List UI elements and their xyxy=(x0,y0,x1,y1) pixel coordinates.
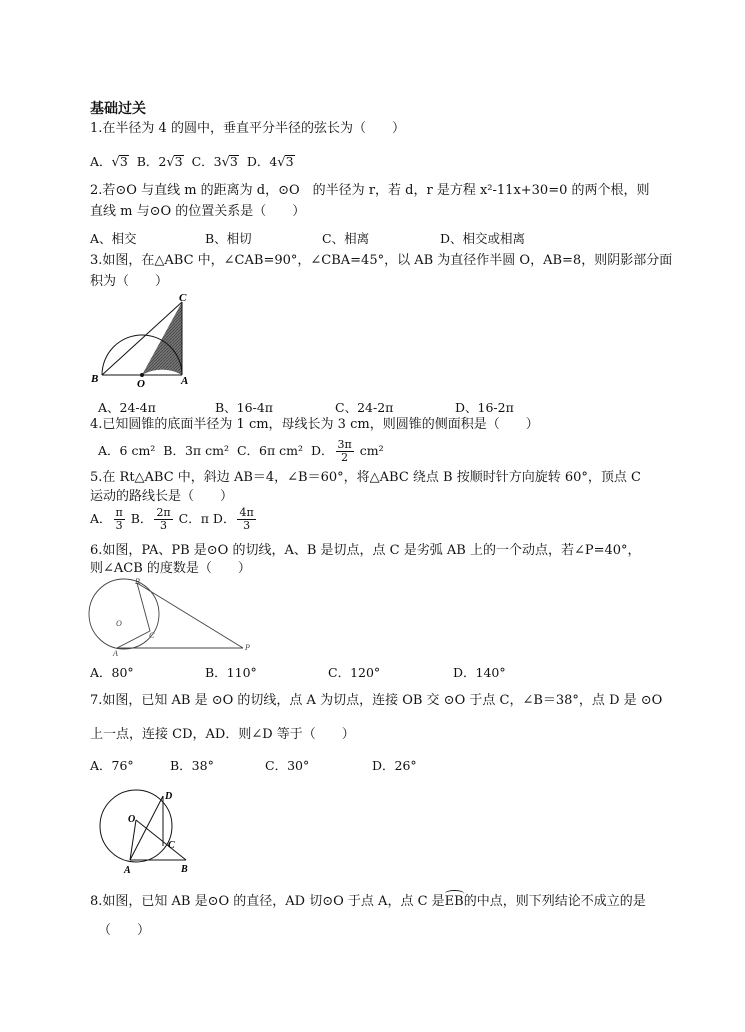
q4-stem: 4.已知圆锥的底面半径为 1 cm，母线长为 3 cm，则圆锥的侧面积是（ ） xyxy=(90,417,539,432)
q3-opt-b: B、16-4π xyxy=(215,400,273,415)
q5-opt-b-den: 3 xyxy=(160,519,168,532)
q5-opt-a-letter: A． xyxy=(90,511,112,526)
q6-line-ac xyxy=(117,631,150,648)
q3-opt-d: D、16-2π xyxy=(455,400,514,415)
q7-label-d: D xyxy=(165,791,173,802)
q3-label-b: B xyxy=(91,373,99,385)
q5-opt-b-num: 2π xyxy=(156,506,171,519)
q1-opt-d-rad: 3 xyxy=(285,154,294,169)
q4-opt-d-frac xyxy=(336,439,354,464)
q6-figure xyxy=(85,576,265,656)
q6-label-b: B xyxy=(135,577,140,586)
q7-figure xyxy=(90,782,205,877)
q8-pre: 8.如图，已知 AB 是⊙O 的直径，AD 切⊙O 于点 A，点 C 是 xyxy=(90,894,445,909)
q7-line-ob xyxy=(136,820,186,860)
q1-opt-b-coef: 2 xyxy=(158,154,167,169)
q6-label-c: C xyxy=(149,631,155,640)
q6-opt-a: A．80° xyxy=(90,665,134,680)
q7-label-c: C xyxy=(168,840,175,851)
q7-opt-b: B．38° xyxy=(170,758,214,773)
q3-shaded-triangle xyxy=(142,302,182,375)
q5-line1: 5.在 Rt△ABC 中，斜边 AB＝4，∠B＝60°，将△ABC 绕点 B 按顺时针方向旋转 60°，顶点 C xyxy=(90,470,641,485)
q1-opt-a-letter: A． xyxy=(90,154,112,169)
q4-opt-d-unit: cm² xyxy=(359,443,384,458)
section-title: 基础过关 xyxy=(90,101,146,117)
q1-opt-a-rad: 3 xyxy=(119,154,128,169)
q5-opt-b-letter: B． xyxy=(130,511,153,526)
q6-label-o: O xyxy=(116,619,122,628)
q6-line1: 6.如图，PA、PB 是⊙O 的切线，A、B 是切点，点 C 是劣弧 AB 上的一个动点，若∠P=40°， xyxy=(90,543,641,558)
q6-opt-d: D．140° xyxy=(453,665,506,680)
q5-opt-d-num: 4π xyxy=(239,506,254,519)
q4-opt-d-num: 3π xyxy=(337,438,352,451)
q3-figure xyxy=(85,290,200,390)
q5-opt-c: C．π xyxy=(178,511,209,526)
q4-options xyxy=(98,434,384,468)
q3-line2: 积为（ ） xyxy=(90,274,169,289)
q7-label-a: A xyxy=(124,865,131,876)
q8-line2: （ ） xyxy=(98,923,151,938)
q5-opt-b-frac xyxy=(154,507,172,532)
q4-opt-a: A．6 cm² xyxy=(98,443,156,458)
q1-stem: 1.在半径为 4 的圆中，垂直平分半径的弦长为（ ） xyxy=(90,121,405,136)
q3-label-c: C xyxy=(179,292,187,304)
q1-opt-d-coef: 4 xyxy=(269,154,278,169)
q5-line2: 运动的路线长是（ ） xyxy=(90,489,234,504)
q4-opt-c: C．6π cm² xyxy=(236,443,304,458)
q7-opt-c: C．30° xyxy=(265,758,310,773)
q3-center-dot xyxy=(140,373,144,377)
q8-arc-label: EB xyxy=(444,894,464,909)
q7-circle xyxy=(100,790,172,862)
q2-line1: 2.若⊙O 与直线 m 的距离为 d，⊙O 的半径为 r，若 d，r 是方程 x²-11x+30=0 的两个根，则 xyxy=(90,183,650,198)
q3-line1: 3.如图，在△ABC 中，∠CAB=90°，∠CBA=45°，以 AB 为直径作半圆 O，AB=8，则阴影部分面 xyxy=(90,253,673,268)
q7-line2: 上一点，连接 CD，AD．则∠D 等于（ ） xyxy=(90,727,355,742)
q3-label-a: A xyxy=(181,375,189,387)
q7-opt-a: A．76° xyxy=(90,758,134,773)
q4-opt-d-den: 2 xyxy=(341,451,349,464)
q5-opt-a-num: π xyxy=(115,506,123,519)
q7-label-o: O xyxy=(128,814,136,825)
q5-opt-a-frac xyxy=(114,507,125,532)
q5-options xyxy=(90,502,258,536)
q8-post: 的中点，则下列结论不成立的是 xyxy=(463,894,646,909)
q6-label-p: P xyxy=(245,643,250,652)
q4-opt-b: B．3π cm² xyxy=(163,443,229,458)
q2-line2: 直线 m 与⊙O 的位置关系是（ ） xyxy=(90,204,306,219)
q1-opt-b-letter: B． xyxy=(136,154,159,169)
q5-opt-d-den: 3 xyxy=(243,519,251,532)
q8-line1 xyxy=(90,893,646,911)
q5-opt-a-den: 3 xyxy=(115,519,123,532)
q6-opt-b: B．110° xyxy=(205,665,257,680)
q1-opt-d-letter: D． xyxy=(246,154,270,169)
q6-label-a: A xyxy=(113,649,118,656)
q5-opt-d-letter: D． xyxy=(212,511,236,526)
q2-opt-b: B、相切 xyxy=(205,231,252,246)
q2-opt-c: C、相离 xyxy=(322,231,370,246)
q1-opt-c-coef: 3 xyxy=(213,154,222,169)
q6-opt-c: C．120° xyxy=(328,665,381,680)
q1-opt-c-letter: C． xyxy=(191,154,214,169)
q3-opt-a: A、24-4π xyxy=(98,400,156,415)
q7-opt-d: D．26° xyxy=(372,758,417,773)
q4-opt-d-letter: D． xyxy=(310,443,334,458)
q3-label-o: O xyxy=(137,378,145,390)
q3-opt-c: C、24-2π xyxy=(335,400,394,415)
q6-line2: 则∠ACB 的度数是（ ） xyxy=(90,561,251,576)
q2-opt-a: A、相交 xyxy=(90,231,137,246)
q1-options: A．√3 B．2√3 C．3√3 D．4√3 xyxy=(90,154,294,170)
q2-opt-d: D、相交或相离 xyxy=(440,231,526,246)
q7-line1: 7.如图，已知 AB 是 ⊙O 的切线，点 A 为切点，连接 OB 交 ⊙O 于点 C，∠B＝38°，点 D 是 ⊙O xyxy=(90,693,663,708)
q1-opt-c-rad: 3 xyxy=(229,154,238,169)
q7-label-b: B xyxy=(181,864,188,875)
q5-opt-d-frac xyxy=(237,507,255,532)
q1-opt-b-rad: 3 xyxy=(174,154,183,169)
